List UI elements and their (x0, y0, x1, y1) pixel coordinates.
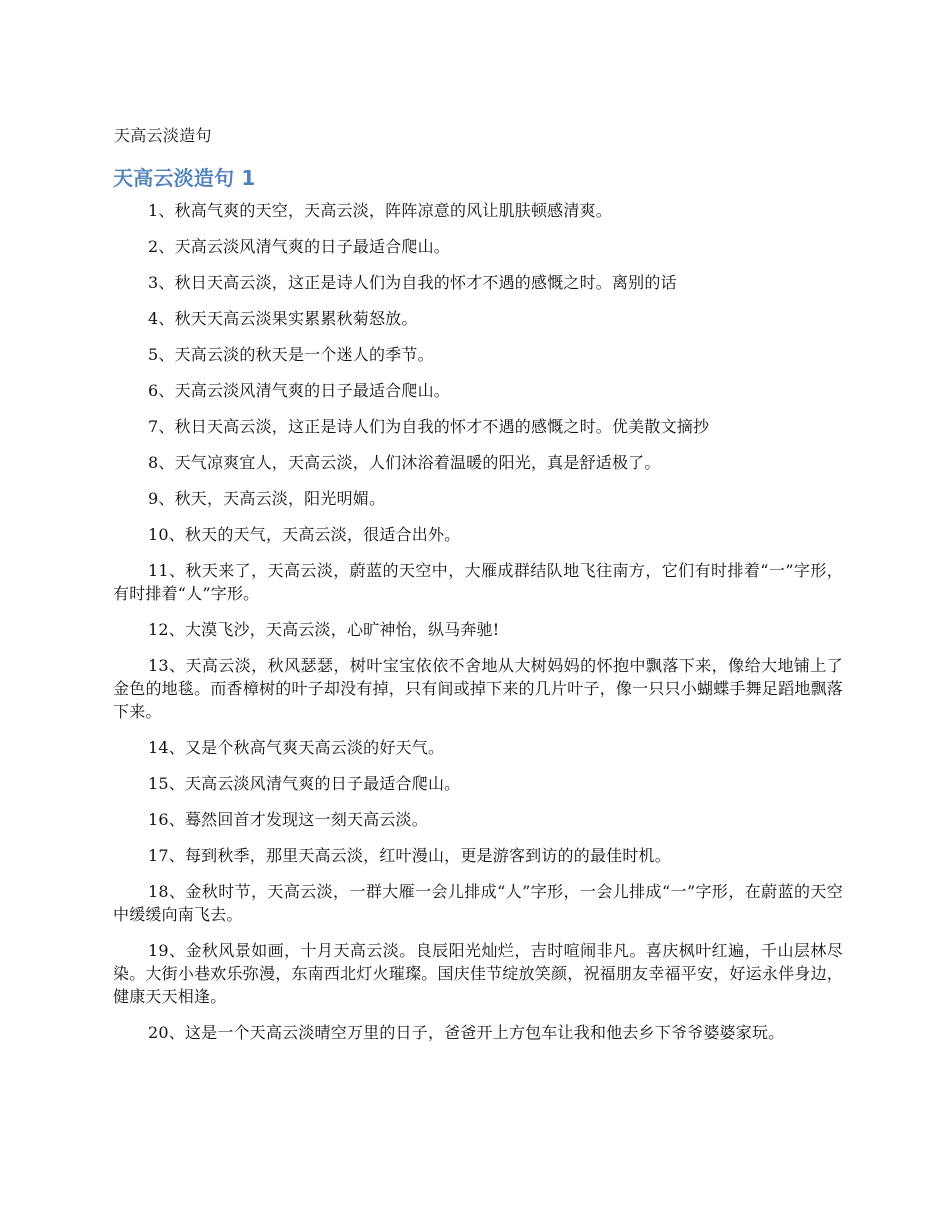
list-item: 16、蓦然回首才发现这一刻天高云淡。 (148, 810, 428, 829)
list-item: 12、大漠飞沙，天高云淡，心旷神怡，纵马奔驰! (148, 620, 500, 639)
list-item: 1、秋高气爽的天空，天高云淡，阵阵凉意的风让肌肤顿感清爽。 (148, 201, 612, 220)
list-item: 2、天高云淡风清气爽的日子最适合爬山。 (148, 237, 450, 256)
list-item: 10、秋天的天气，天高云淡，很适合出外。 (148, 525, 461, 544)
list-item: 5、天高云淡的秋天是一个迷人的季节。 (148, 345, 434, 364)
document-title: 天高云淡造句 (114, 126, 212, 145)
list-item: 8、天气凉爽宜人，天高云淡，人们沐浴着温暖的阳光，真是舒适极了。 (148, 453, 661, 472)
list-item: 18、金秋时节，天高云淡，一群大雁一会儿排成“人”字形，一会儿排成“一”字形，在蔚蓝的天空中缓缓向南飞去。 (113, 882, 843, 924)
list-item: 11、秋天来了，天高云淡，蔚蓝的天空中，大雁成群结队地飞往南方，它们有时排着“一”字形，有时排着“人”字形。 (113, 561, 843, 603)
list-item: 17、每到秋季，那里天高云淡，红叶漫山，更是游客到访的的最佳时机。 (148, 846, 671, 865)
list-item: 6、天高云淡风清气爽的日子最适合爬山。 (148, 381, 450, 400)
list-item: 9、秋天，天高云淡，阳光明媚。 (148, 489, 386, 508)
list-item: 19、金秋风景如画，十月天高云淡。良辰阳光灿烂，吉时喧闹非凡。喜庆枫叶红遍，千山层林尽染。大街小巷欢乐弥漫，东南西北灯火璀璨。国庆佳节绽放笑颜，祝福朋友幸福平安，好运永伴身边，健康天天相逢。 (113, 941, 843, 1006)
list-item: 15、天高云淡风清气爽的日子最适合爬山。 (148, 774, 461, 793)
sentence-list (113, 199, 843, 1057)
section-heading: 天高云淡造句 1 (113, 166, 256, 190)
list-item: 13、天高云淡，秋风瑟瑟，树叶宝宝依依不舍地从大树妈妈的怀抱中飘落下来，像给大地铺上了金色的地毯。而香樟树的叶子却没有掉，只有间或掉下来的几片叶子，像一只只小蝴蝶手舞足蹈地飘落下来。 (113, 656, 843, 721)
list-item: 14、又是个秋高气爽天高云淡的好天气。 (148, 738, 445, 757)
list-item: 20、这是一个天高云淡晴空万里的日子，爸爸开上方包车让我和他去乡下爷爷婆婆家玩。 (148, 1023, 785, 1042)
list-item: 4、秋天天高云淡果实累累秋菊怒放。 (148, 309, 418, 328)
list-item: 7、秋日天高云淡，这正是诗人们为自我的怀才不遇的感慨之时。优美散文摘抄 (148, 417, 710, 436)
list-item: 3、秋日天高云淡，这正是诗人们为自我的怀才不遇的感慨之时。离别的话 (148, 273, 677, 292)
